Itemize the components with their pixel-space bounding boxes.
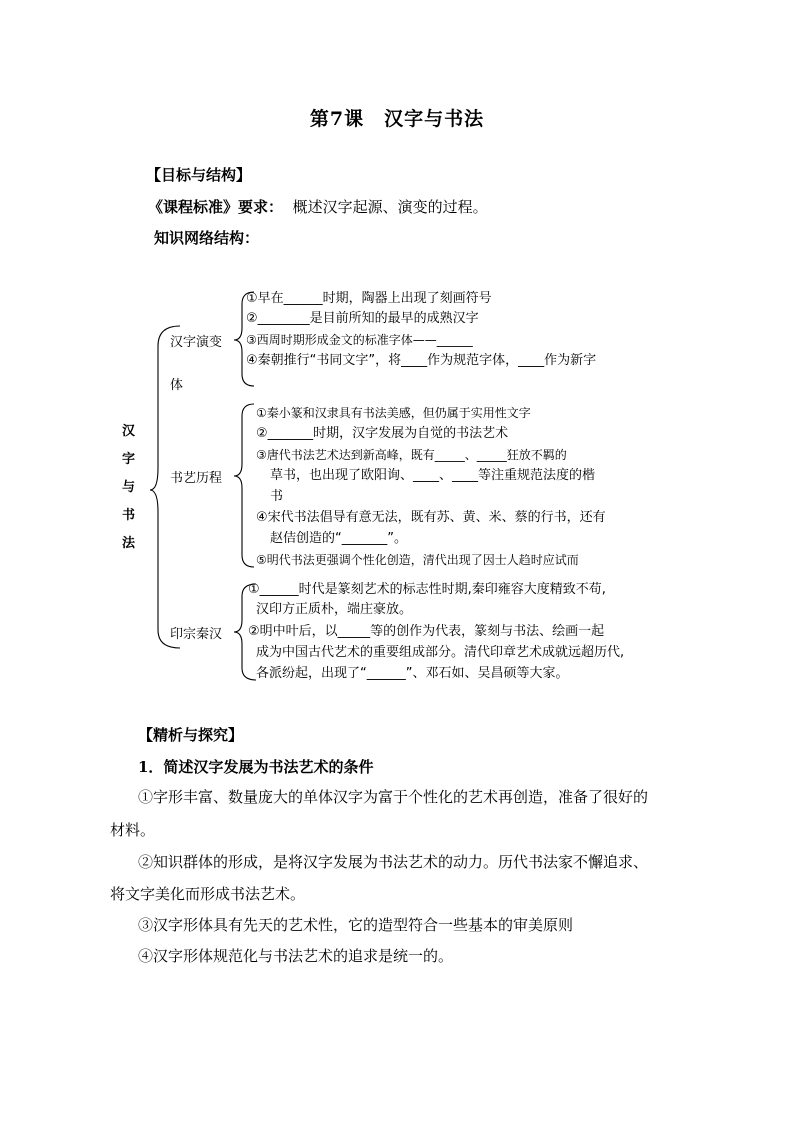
branch-3-item-1-cont: 汉印方正质朴，端庄豪放。 (256, 602, 413, 617)
standard-label: 《课程标准》要求： (148, 198, 284, 216)
branch-1-item-1: ①早在______时期，陶器上出现了刻画符号 (246, 291, 492, 306)
standard-text: 概述汉字起源、演变的过程。 (292, 198, 488, 216)
paragraph-3: ③汉字形体具有先天的艺术性，它的造型符合一些基本的审美原则 (138, 916, 574, 934)
paragraph-2-line-2: 将文字美化而形成书法艺术。 (110, 885, 306, 903)
branch-2-item-4: ④宋代书法倡导有意无法，既有苏、黄、米、蔡的行书，还有 (256, 510, 606, 525)
paragraph-2-line-1: ②知识群体的形成，是将汉字发展为书法艺术的动力。历代书法家不懈追求、 (138, 853, 649, 871)
branch-2-label: 书艺历程 (170, 471, 223, 486)
mindmap-root-char-1: 汉 (122, 424, 136, 439)
branch-2-item-1: ①秦小篆和汉隶具有书法美感，但仍属于实用性文字 (256, 406, 531, 420)
branch-2-item-3-cont-2: 书 (270, 489, 284, 504)
branch-2-item-3-cont-1: 草书，也出现了欧阳询、____、____等注重规范法度的楷 (270, 468, 596, 483)
branch-1-label-line-2: 体 (170, 378, 184, 393)
branch-1-label-line-1: 汉字演变 (170, 335, 223, 350)
paragraph-1-line-2: 材料。 (110, 821, 156, 839)
mindmap-root-char-4: 书 (122, 508, 136, 523)
brace-branch-2 (234, 404, 254, 567)
question-1-title: 1．简述汉字发展为书法艺术的条件 (138, 758, 374, 776)
mindmap-root-char-2: 字 (122, 452, 136, 467)
branch-3-label: 印宗秦汉 (170, 627, 223, 642)
section-heading-analysis: 【精析与探究】 (138, 726, 244, 744)
paragraph-4: ④汉字形体规范化与书法艺术的追求是统一的。 (138, 947, 454, 965)
branch-1-item-2: ②________是目前所知的最早的成熟汉字 (246, 311, 479, 326)
branch-2-item-2: ②_______时期，汉字发展为自觉的书法艺术 (256, 426, 509, 441)
branch-2-item-3: ③唐代书法艺术达到新高峰，既有_____、_____狂放不羁的 (256, 448, 567, 462)
branch-3-item-2: ②明中叶后，以_____等的创作为代表，篆刻与书法、绘画一起 (248, 624, 605, 639)
branch-2-item-4-cont: 赵佶创造的“_______”。 (270, 531, 407, 546)
mindmap-root-char-3: 与 (122, 480, 136, 495)
section-heading-goals: 【目标与结构】 (146, 166, 252, 184)
paragraph-1-line-1: ①字形丰富、数量庞大的单体汉字为富于个性化的艺术再创造，准备了很好的 (138, 788, 649, 806)
branch-3-item-2-cont-1: 成为中国古代艺术的重要组成部分。清代印章艺术成就远超历代, (256, 645, 625, 660)
branch-2-item-5: ⑤明代书法更强调个性化创造，清代出现了因士人趋时应试而 (256, 553, 579, 567)
branch-1-item-3: ③西周时期形成金文的标准字体——______ (246, 333, 473, 347)
branch-3-item-1: ①______时代是篆刻艺术的标志性时期,秦印雍容大度精致不苟, (248, 582, 606, 597)
network-structure-label: 知识网络结构： (154, 229, 260, 247)
mindmap-root-char-5: 法 (122, 536, 136, 551)
page-title: 第7课 汉字与书法 (309, 108, 485, 130)
branch-1-item-4: ④秦朝推行“书同文字”，将____作为规范字体，____作为新字 (246, 353, 597, 368)
branch-3-item-2-cont-2: 各派纷起，出现了“______”、邓石如、吴昌硕等大家。 (256, 666, 569, 681)
